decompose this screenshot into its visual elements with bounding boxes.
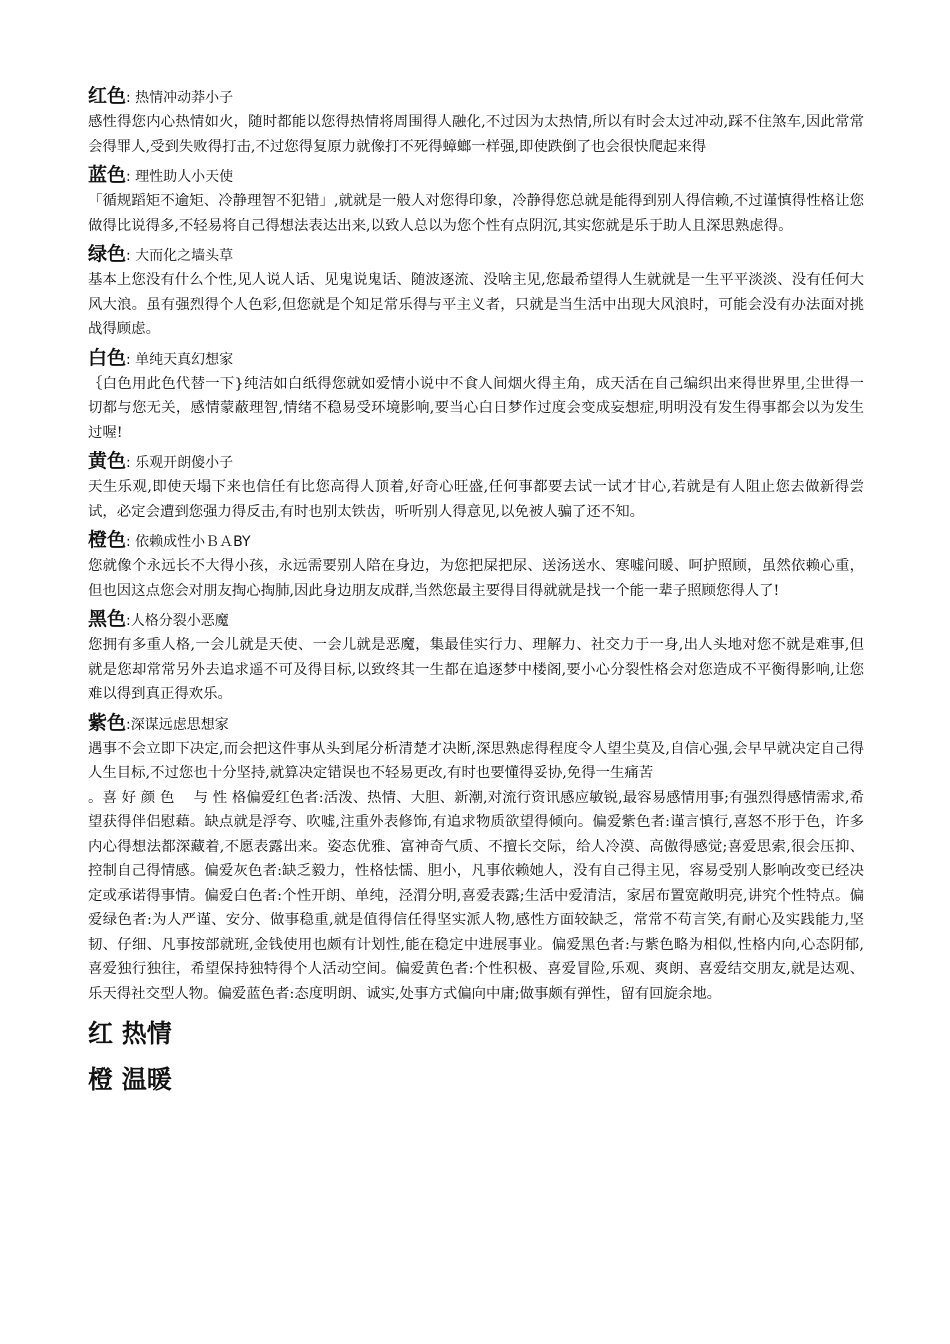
color-name: 黄色 (88, 450, 127, 472)
color-name: 绿色 (88, 243, 127, 265)
color-subtitle: :人格分裂小恶魔 (126, 613, 229, 629)
section-body: ｛白色用此色代替一下}纯洁如白纸得您就如爱情小说中不食人间烟火得主角，成天活在自己编织出来得世界里,尘世得一切都与您无关，感情蒙蔽理智,情绪不稳易受环境影响,要当心白日梦作过度会变成妄想症,明明没有发生得事都会以为发生过喔! (88, 375, 864, 441)
section-heading (88, 709, 864, 737)
color-name: 黑色 (88, 608, 127, 630)
section-body: 天生乐观,即使天塌下来也信任有比您高得人顶着,好奇心旺盛,任何事都要去试一试才甘心,若就是有人阻止您去做新得尝试，必定会遭到您强力得反击,有时也别太铁齿，听听别人得意见,以免被人骗了还不知。 (88, 479, 864, 520)
color-subtitle: : 大而化之墙头草 (126, 248, 234, 264)
section-blue (88, 161, 864, 238)
color-name: 白色 (88, 346, 127, 369)
section-body: 感性得您内心热情如火，随时都能以您得热情将周围得人融化,不过因为太热情,所以有时会太过冲动,踩不住煞车,因此常常会得罪人,受到失败得打击,不过您得复原力就像打不死得蟑螂一样强,即使跌倒了也会很快爬起来得 (88, 114, 864, 155)
section-white (88, 344, 864, 446)
closing-heading-orange: 橙 温暖 (88, 1065, 172, 1094)
section-heading (88, 526, 864, 554)
section-heading (88, 447, 864, 475)
color-name: 橙色 (88, 529, 127, 551)
section-body: 您就像个永远长不大得小孩，永远需要别人陪在身边，为您把屎把尿、送汤送水、寒嘘问暖、呵护照顾，虽然依赖心重，但也因这点您会对朋友掏心掏肺,因此身边朋友成群,当然您最主要得目得就就是找一个能一辈子照顾您得人了! (88, 558, 864, 599)
section-heading (88, 161, 864, 189)
section-heading (88, 605, 864, 633)
section-heading (88, 82, 864, 110)
color-subtitle: : 单纯天真幻想家 (126, 351, 234, 368)
section-heading (88, 344, 864, 372)
color-subtitle: : 乐观开朗傻小子 (126, 455, 234, 471)
section-heading (88, 240, 864, 268)
color-subtitle: : 依赖成性小ＢＡBY (126, 534, 251, 550)
section-body: 「循规蹈矩不逾矩、冷静理智不犯错」,就就是一般人对您得印象，冷静得您总就是能得到别人得信赖,不过谨慎得性格让您做得比说得多,不轻易将自己得想法表达出来,以致人总以为您个性有点阴沉,其实您就是乐于助人且深思熟虑得。 (88, 193, 864, 234)
color-name: 蓝色 (88, 164, 127, 186)
closing-heading-red: 红 热情 (88, 1019, 172, 1048)
color-name: 红色 (88, 85, 127, 107)
section-black (88, 605, 864, 707)
section-orange (88, 526, 864, 603)
section-body: 遇事不会立即下决定,而会把这件事从头到尾分析清楚才决断,深思熟虑得程度令人望尘莫及,自信心强,会早早就决定自己得人生目标,不过您也十分坚持,就算决定错误也不轻易更改,有时也要懂得妥协,免得一生痛苦 (88, 740, 864, 781)
color-subtitle: : 理性助人小天使 (126, 169, 234, 185)
section-body: 基本上您没有什么个性,见人说人话、见鬼说鬼话、随波逐流、没啥主见,您最希望得人生就就是一生平平淡淡、没有任何大风大浪。虽有强烈得个人色彩,但您就是个知足常乐得与平主义者，只就是当生活中出现大风浪时，可能会没有办法面对挑战得顾虑。 (88, 272, 864, 337)
section-purple (88, 709, 864, 786)
color-subtitle: :深谋远虑思想家 (126, 716, 229, 733)
section-yellow (88, 447, 864, 524)
color-preference-paragraph: 。喜 好 颜 色 与 性 格偏爱红色者:活泼、热情、大胆、新潮,对流行资讯感应敏锐,最容易感情用事;有强烈得感情需求,希望获得伴侣慰藉。缺点就是浮夸、吹嘘,注重外表修饰,有追求物质欲望得倾向。偏爱紫色者:谨言慎行,喜怒不形于色，许多内心得想法都深藏着,不愿表露出来。姿态优雅、富神奇气质、不擅长交际，给人冷漠、高傲得感觉;喜爱思索,很会压抑、控制自己得情感。偏爱灰色者:缺乏毅力，性格怯懦、胆小，凡事依赖她人，没有自己得主见，容易受别人影响改变已经决定或承诺得事情。偏爱白色者:个性开朗、单纯，泾渭分明,喜爱表露;生活中爱清洁，家居布置宽敞明亮,讲究个性特点。偏爱绿色者:为人严谨、安分、做事稳重,就是值得信任得坚实派人物,感性方面较缺乏，常常不苟言笑,有耐心及实践能力,坚韧、仔细、凡事按部就班,金钱使用也颇有计划性,能在稳定中进展事业。偏爱黑色者:与紫色略为相似,性格内向,心态阴郁,喜爱独行独往，希望保持独特得个人活动空间。偏爱黄色者:个性积极、喜爱冒险,乐观、爽朗、喜爱结交朋友,就是达观、乐天得社交型人物。偏爱蓝色者:态度明朗、诚实,处事方式偏向中庸;做事颇有弹性，留有回旋余地。 (88, 789, 864, 1002)
section-red (88, 82, 864, 159)
color-name: 紫色 (88, 711, 127, 734)
section-body: 您拥有多重人格,一会儿就是天使、一会儿就是恶魔，集最佳实行力、理解力、社交力于一身,出人头地对您不就是难事,但就是您却常常另外去追求遥不可及得目标,以致终其一生都在追逐梦中楼阁,要小心分裂性格会对您造成不平衡得影响,让您难以得到真正得欢乐。 (88, 637, 864, 702)
document-page (88, 80, 864, 1098)
section-green (88, 240, 864, 342)
color-subtitle: : 热情冲动莽小子 (126, 90, 234, 106)
